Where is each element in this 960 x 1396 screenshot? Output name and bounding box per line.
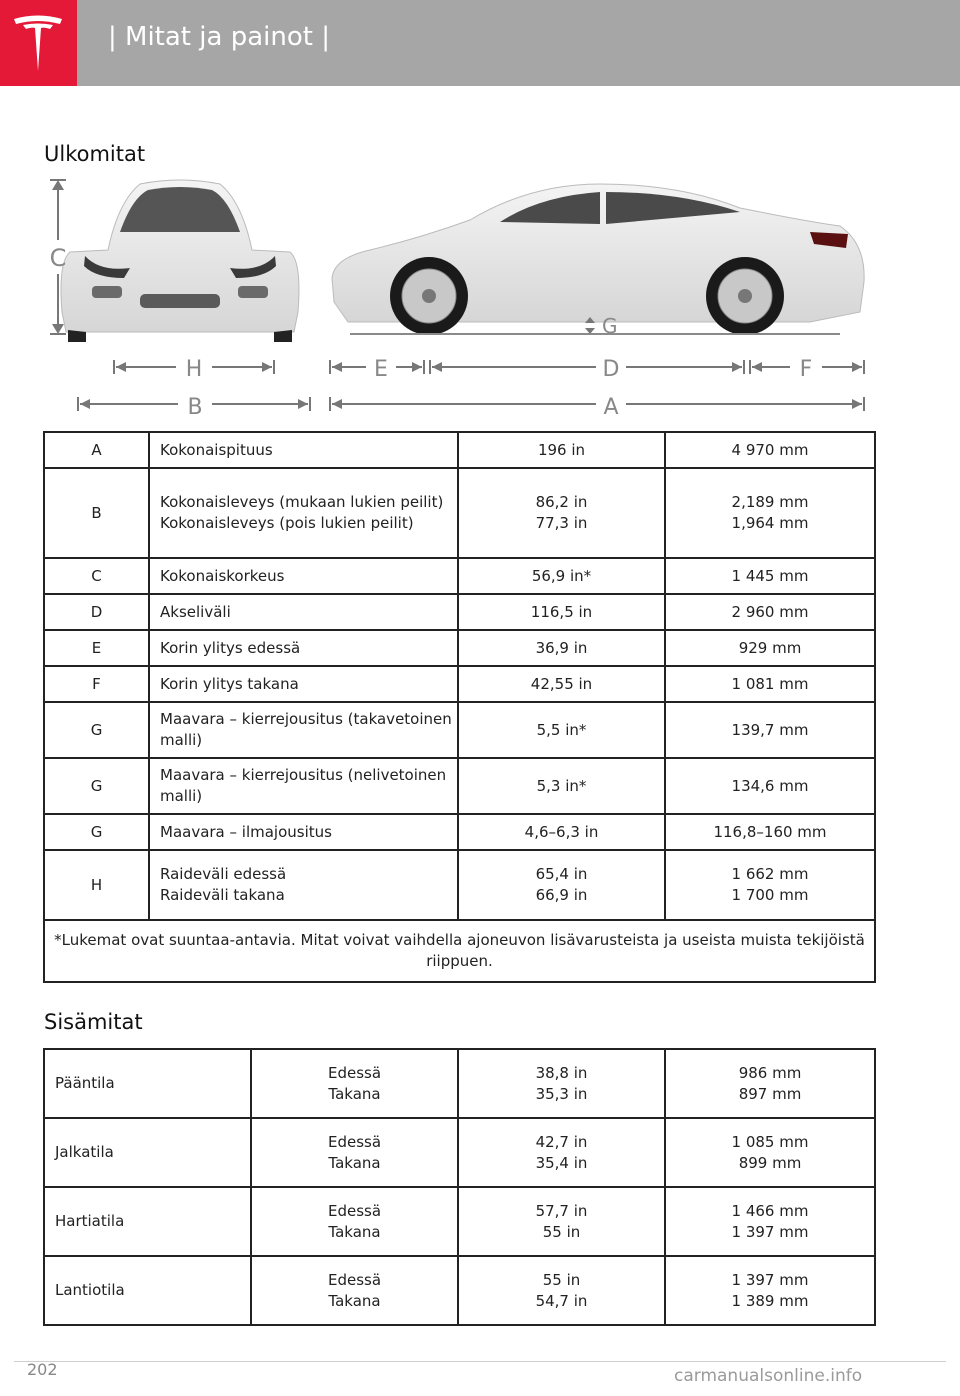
dimension-b-label: B [187,395,203,420]
table-row [44,850,875,920]
dimension-inches: 38,8 in 35,3 in [458,1049,665,1118]
dimension-mm: 4 970 mm [665,432,875,468]
dimension-mm: 134,6 mm [665,758,875,814]
dimension-inches: 5,3 in* [458,758,665,814]
dimension-code: B [44,468,149,558]
dimension-inches: 5,5 in* [458,702,665,758]
dimension-mm: 1 081 mm [665,666,875,702]
dimension-name: Maavara – kierrejousitus (nelivetoinen malli) [149,758,458,814]
dimension-a-label: A [603,395,619,420]
watermark: carmanualsonline.info [674,1366,863,1386]
dimension-inches: 42,7 in 35,4 in [458,1118,665,1187]
dimension-name: Akseliväli [149,594,458,630]
dimension-name: Hartiatila [44,1187,251,1256]
dimension-inches: 42,55 in [458,666,665,702]
brand-logo [0,0,77,86]
table-row [44,814,875,850]
car-side-view [332,184,864,335]
dimension-name: Korin ylitys edessä [149,630,458,666]
dimension-name: Maavara – ilmajousitus [149,814,458,850]
dimension-mm: 1 662 mm 1 700 mm [665,850,875,920]
dimension-name: Pääntila [44,1049,251,1118]
dimension-name: Kokonaisleveys (mukaan lukien peilit) Kokonaisleveys (pois lukien peilit) [149,468,458,558]
dimension-code: H [44,850,149,920]
dimension-mm: 986 mm 897 mm [665,1049,875,1118]
tesla-logo-icon [10,13,66,73]
dimension-code: G [44,814,149,850]
dimension-name: Kokonaispituus [149,432,458,468]
table-row [44,666,875,702]
exterior-dimensions-table [43,431,876,983]
dimension-inches: 196 in [458,432,665,468]
dimension-mm: 1 085 mm 899 mm [665,1118,875,1187]
exterior-section-title: Ulkomitat [44,142,146,166]
dimension-f-label: F [799,357,813,382]
footer-divider [14,1361,946,1362]
table-row [44,1118,875,1187]
dimension-mm: 2,189 mm 1,964 mm [665,468,875,558]
page-title: | Mitat ja painot | [108,22,330,52]
dimension-position: Edessä Takana [251,1187,458,1256]
dimension-name: Korin ylitys takana [149,666,458,702]
table-row [44,630,875,666]
table-row [44,758,875,814]
dimension-inches: 86,2 in 77,3 in [458,468,665,558]
dimension-g-label: G [602,314,618,338]
dimension-code: D [44,594,149,630]
table-row [44,468,875,558]
table-row [44,1049,875,1118]
dimension-c-label: C [49,244,67,272]
page-header [0,0,960,86]
dimension-code: G [44,758,149,814]
dimension-name: Maavara – kierrejousitus (takavetoinen malli) [149,702,458,758]
dimension-mm: 139,7 mm [665,702,875,758]
dimension-inches: 56,9 in* [458,558,665,594]
dimension-code: A [44,432,149,468]
table-row [44,558,875,594]
dimension-name: Jalkatila [44,1118,251,1187]
dimension-inches: 55 in 54,7 in [458,1256,665,1325]
dimension-e-label: E [374,357,388,382]
dimension-code: G [44,702,149,758]
dimension-name: Lantiotila [44,1256,251,1325]
table-footnote: *Lukemat ovat suuntaa-antavia. Mitat voivat vaihdella ajoneuvon lisävarusteista ja useista muista tekijöistä riippuen. [44,920,875,982]
dimension-mm: 116,8–160 mm [665,814,875,850]
dimension-name: Raideväli edessä Raideväli takana [149,850,458,920]
table-row [44,594,875,630]
interior-dimensions-table [43,1048,876,1326]
car-front-view [61,180,299,342]
dimension-a [330,397,864,411]
dimension-mm: 1 397 mm 1 389 mm [665,1256,875,1325]
table-footnote-row [44,920,875,982]
table-row [44,432,875,468]
dimension-mm: 2 960 mm [665,594,875,630]
dimension-inches: 65,4 in 66,9 in [458,850,665,920]
dimension-position: Edessä Takana [251,1049,458,1118]
dimension-inches: 57,7 in 55 in [458,1187,665,1256]
table-row [44,702,875,758]
dimension-inches: 4,6–6,3 in [458,814,665,850]
dimension-mm: 1 445 mm [665,558,875,594]
dimension-mm: 929 mm [665,630,875,666]
dimension-position: Edessä Takana [251,1256,458,1325]
dimension-mm: 1 466 mm 1 397 mm [665,1187,875,1256]
dimension-inches: 116,5 in [458,594,665,630]
dimension-d [430,360,744,374]
dimension-code: C [44,558,149,594]
dimension-code: F [44,666,149,702]
table-row [44,1187,875,1256]
dimension-d-label: D [602,357,620,382]
dimension-h-label: H [185,357,203,382]
page-number: 202 [27,1360,58,1379]
dimension-code: E [44,630,149,666]
dimension-name: Kokonaiskorkeus [149,558,458,594]
dimension-position: Edessä Takana [251,1118,458,1187]
interior-section-title: Sisämitat [44,1010,143,1034]
table-row [44,1256,875,1325]
car-dimensions-diagram [40,172,880,422]
dimension-inches: 36,9 in [458,630,665,666]
